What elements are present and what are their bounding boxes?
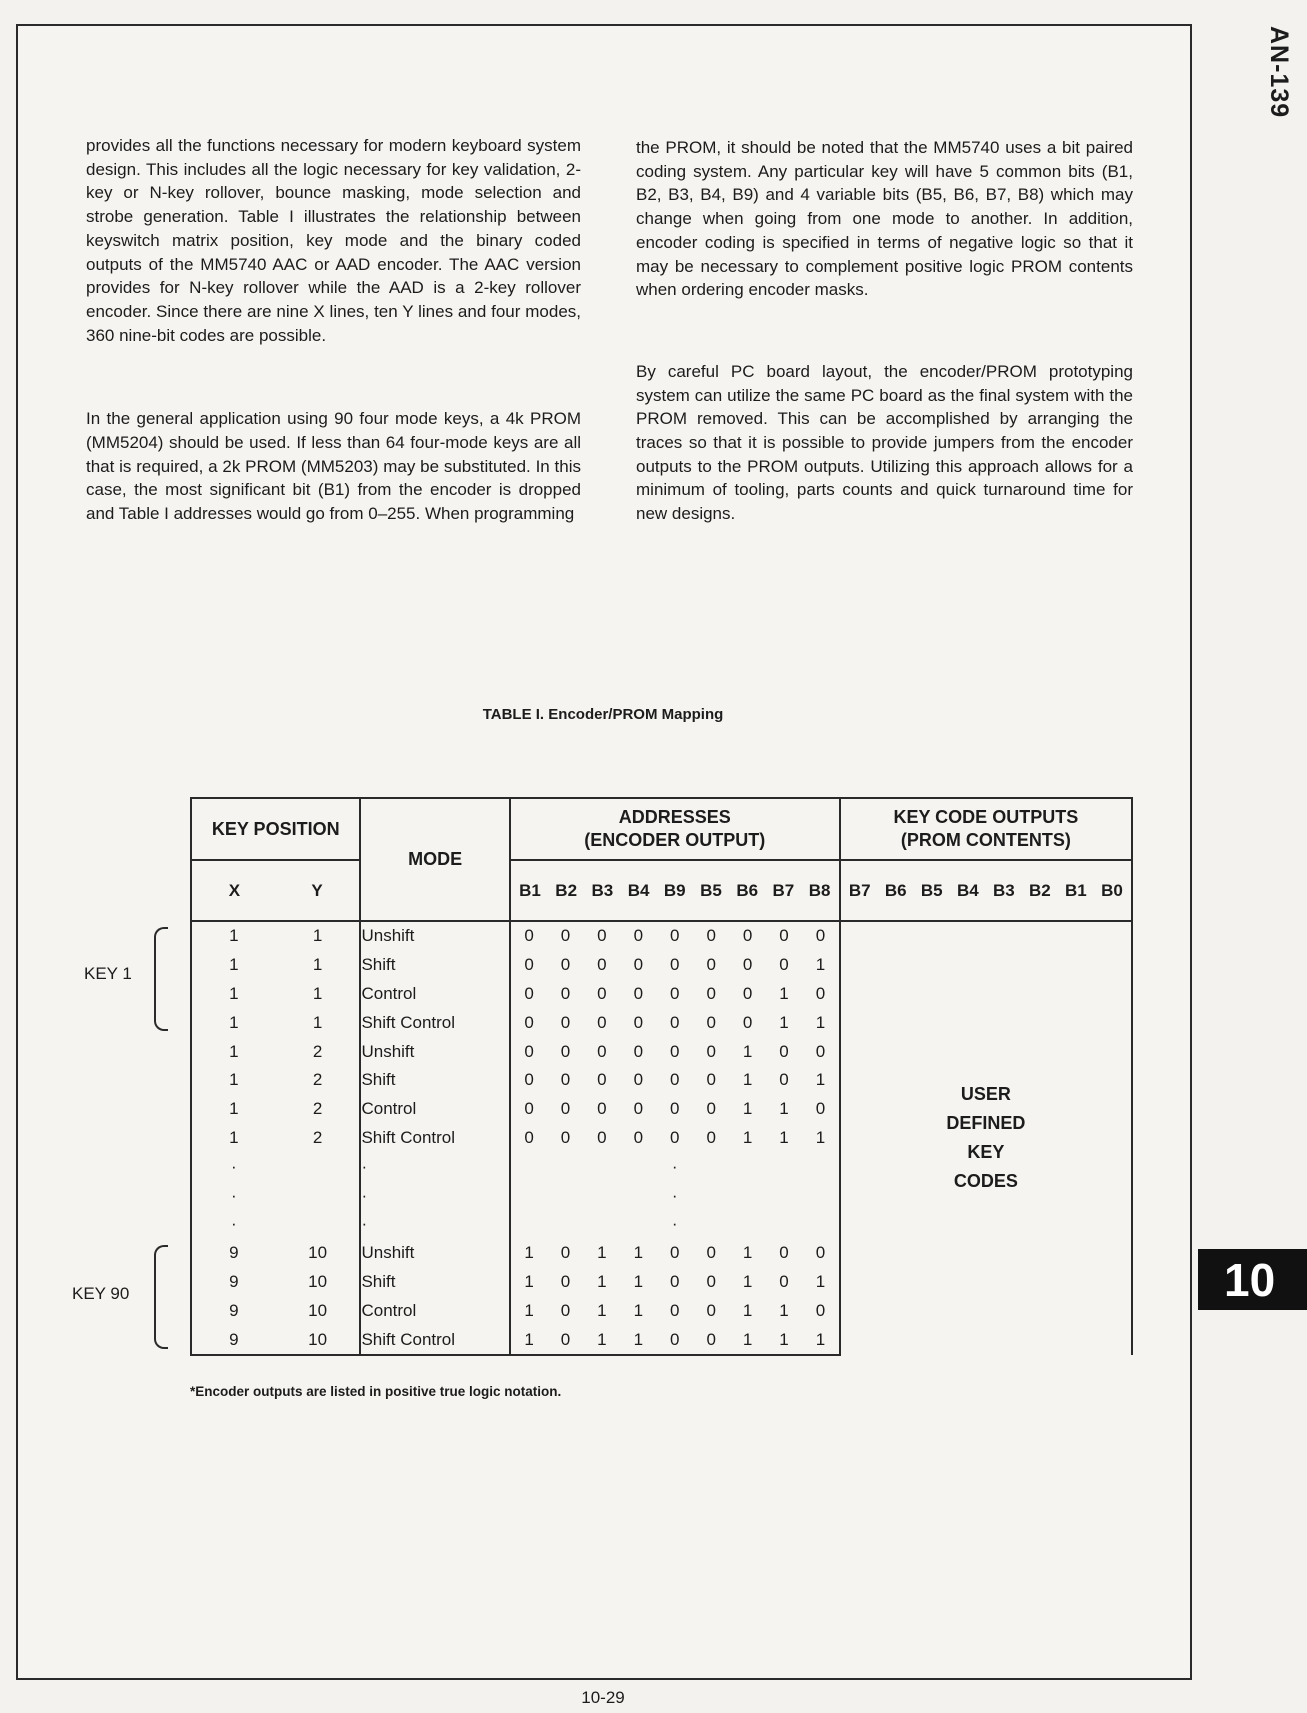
address-bits-cell (510, 980, 840, 1009)
x-value: · (231, 1214, 237, 1234)
address-bit: 1 (633, 1271, 644, 1291)
key-position-cell (191, 1066, 360, 1095)
address-bit: 1 (742, 1099, 753, 1119)
left-column (86, 134, 581, 526)
outputs-header-line1: KEY CODE OUTPUTS (893, 807, 1079, 827)
address-bit: 1 (815, 1070, 826, 1090)
address-bit: 1 (742, 1070, 753, 1090)
user-defined-line: USER (960, 1084, 1011, 1105)
mode-cell: Shift (360, 951, 509, 980)
address-bit (548, 1186, 582, 1206)
address-bit: 0 (779, 926, 789, 946)
mode-cell: Control (360, 1296, 509, 1325)
address-bit: 0 (560, 1271, 571, 1291)
key-position-cell (191, 951, 360, 980)
address-bit: 0 (633, 1041, 644, 1061)
address-bit: 1 (779, 1300, 789, 1320)
address-bit: 0 (670, 1127, 680, 1147)
address-bit: · (671, 1185, 678, 1205)
address-bit: 0 (742, 955, 753, 975)
address-bit: 0 (524, 1099, 534, 1119)
x-value: 1 (229, 955, 239, 975)
paragraph: In the general application using 90 four mode keys, a 4k PROM (MM5204) should be used. If less than 64 four-mode keys are all that is required, a 2k PROM (MM5203) may be substituted. In this case, the most significant bit (B1) from the encoder is dropped and Table I addresses would go from 0–255. When programming (86, 409, 581, 524)
x-value: 1 (229, 1041, 239, 1061)
mode-cell: Control (360, 980, 509, 1009)
address-bit: 0 (560, 1041, 571, 1061)
address-bit: 1 (779, 1329, 789, 1349)
address-bit: 0 (560, 1243, 571, 1263)
address-bit: 0 (560, 955, 571, 975)
address-bit (803, 1214, 837, 1234)
address-bit: 0 (706, 1329, 716, 1349)
address-bit: 0 (524, 1070, 534, 1090)
address-bit: 0 (560, 1012, 571, 1032)
y-value: 1 (312, 926, 323, 946)
address-bit: 0 (597, 1099, 607, 1119)
address-bit: 1 (779, 983, 789, 1003)
bit-header: B7 (772, 881, 795, 900)
address-bit (767, 1186, 801, 1206)
address-bit: 0 (560, 983, 571, 1003)
address-bit: 0 (560, 1300, 571, 1320)
mode-cell: Shift Control (360, 1325, 509, 1355)
x-value: 1 (229, 1127, 239, 1147)
address-bit: 0 (742, 926, 753, 946)
address-bits-cell (510, 1181, 840, 1210)
address-bit: 0 (706, 1099, 716, 1119)
mode-cell: Shift Control (360, 1008, 509, 1037)
address-bit: 0 (706, 926, 716, 946)
y-value: 10 (308, 1329, 328, 1349)
bit-header: B3 (992, 881, 1015, 900)
x-value: 1 (229, 1099, 239, 1119)
address-bit: 1 (597, 1243, 607, 1263)
address-bit: 1 (779, 1099, 789, 1119)
table-footnote: *Encoder outputs are listed in positive true logic notation. (190, 1384, 562, 1399)
address-bit: 0 (706, 1243, 716, 1263)
y-value: 1 (312, 983, 323, 1003)
address-bit: 0 (670, 1271, 680, 1291)
address-bit: 0 (670, 1300, 680, 1320)
bit-header: B2 (1029, 881, 1051, 900)
address-bit: 0 (633, 1099, 644, 1119)
address-bit (621, 1157, 655, 1177)
y-value: 1 (312, 1012, 323, 1032)
mode-cell: Control (360, 1095, 509, 1124)
address-bits-cell (510, 1325, 840, 1355)
table-title: TABLE I. Encoder/PROM Mapping (482, 706, 724, 723)
y-value (276, 1186, 360, 1206)
address-bit: 0 (560, 1329, 571, 1349)
address-bit (767, 1214, 801, 1234)
address-bit: 0 (670, 926, 680, 946)
address-bit: 0 (742, 1012, 753, 1032)
address-bit: 0 (524, 983, 534, 1003)
address-bit (512, 1186, 546, 1206)
user-defined-line: KEY (967, 1142, 1005, 1163)
address-bit: 0 (524, 1041, 534, 1061)
address-bit: 0 (779, 955, 789, 975)
addresses-header (510, 798, 840, 860)
address-bit: 0 (815, 926, 826, 946)
address-bit (585, 1214, 619, 1234)
address-bit: 0 (670, 983, 680, 1003)
address-bit: 0 (524, 955, 534, 975)
address-bits-cell (510, 1239, 840, 1268)
address-bit: 0 (815, 1300, 826, 1320)
address-bits-cell (510, 1037, 840, 1066)
address-bit (512, 1157, 546, 1177)
address-bit: 1 (524, 1329, 534, 1349)
address-bit (731, 1186, 765, 1206)
y-value: 10 (308, 1243, 328, 1263)
key-position-cell (191, 1210, 360, 1239)
address-bit (548, 1157, 582, 1177)
address-bit: · (671, 1156, 678, 1176)
address-bit: 0 (597, 983, 607, 1003)
address-bit: 0 (560, 1070, 571, 1090)
address-bit (767, 1157, 801, 1177)
address-bit: 0 (633, 1012, 644, 1032)
address-bit: 0 (706, 1070, 716, 1090)
paragraph: provides all the functions necessary for modern keyboard system design. This includes all the logic necessary for key validation, 2-key or N-key rollover, bounce masking, mode selection and strobe generation. Table I illustrates the relationship between keyswitch matrix position, key mode and the binary coded outputs of the MM5740 AAC or AAD encoder. The AAC version provides for N-key rollover while the AAD is a 2-key rollover encoder. Since there are nine X lines, ten Y lines and four modes, 360 nine-bit codes are possible. (86, 136, 581, 345)
paragraph: By careful PC board layout, the encoder/PROM prototyping system can utilize the same PC board as the final system with the PROM removed. This can be accomplished by arranging the traces so that it is possible to provide jumpers from the encoder outputs to the PROM outputs. Utilizing this approach allows for a minimum of tooling, parts counts and quick turnaround time for new designs. (636, 361, 1133, 524)
x-value: 9 (229, 1243, 239, 1263)
key1-label: KEY 1 (84, 964, 132, 983)
address-bit: 0 (560, 926, 571, 946)
address-bit: 0 (633, 955, 644, 975)
document-code: AN-139 (1265, 26, 1293, 119)
table-row (191, 921, 1132, 951)
address-bit: 1 (815, 1127, 826, 1147)
bit-header: B6 (736, 881, 759, 900)
address-bit (585, 1186, 619, 1206)
mode-cell: Unshift (360, 1239, 509, 1268)
address-bits-cell (510, 1124, 840, 1153)
address-bits-header (510, 860, 840, 921)
x-value: · (231, 1156, 237, 1176)
address-bit: 1 (779, 1012, 789, 1032)
bit-header: B7 (848, 881, 871, 900)
key-position-cell (191, 1037, 360, 1066)
address-bit: 0 (670, 955, 680, 975)
address-bits-cell (510, 1296, 840, 1325)
address-bits-cell (510, 1008, 840, 1037)
address-bit: 1 (633, 1329, 644, 1349)
address-bit: 1 (815, 1271, 826, 1291)
bit-header: B3 (591, 881, 614, 900)
bit-header: B2 (555, 881, 578, 900)
x-value: · (231, 1185, 237, 1205)
key-position-cell (191, 1268, 360, 1297)
address-bit: 0 (560, 1099, 571, 1119)
address-bit: 1 (524, 1243, 534, 1263)
y-value: 2 (312, 1070, 323, 1090)
bit-header: B1 (519, 881, 541, 900)
bit-header: B8 (808, 881, 831, 900)
address-bit: 0 (524, 1012, 534, 1032)
encoder-prom-mapping-table (190, 797, 1133, 1356)
address-bit: 0 (779, 1243, 789, 1263)
address-bit: 0 (524, 926, 534, 946)
address-bit: 1 (742, 1243, 753, 1263)
addresses-header-line1: ADDRESSES (618, 807, 731, 827)
address-bit (803, 1186, 837, 1206)
mode-header: MODE (360, 798, 509, 921)
address-bit: 0 (779, 1070, 789, 1090)
address-bit: 1 (524, 1271, 534, 1291)
key-position-header: KEY POSITION (191, 798, 360, 860)
bit-header: B0 (1101, 881, 1123, 900)
address-bit (621, 1214, 655, 1234)
address-bit: · (671, 1214, 678, 1234)
section-tab: 10 (1198, 1249, 1307, 1310)
key-position-cell (191, 1095, 360, 1124)
bit-header: B5 (920, 881, 943, 900)
address-bit: 0 (633, 1127, 644, 1147)
address-bit: 0 (706, 1127, 716, 1147)
address-bit: 1 (779, 1127, 789, 1147)
address-bit: 0 (779, 1041, 789, 1061)
y-value: 10 (308, 1271, 328, 1291)
x-value: 1 (229, 1012, 239, 1032)
key-position-cell (191, 921, 360, 951)
address-bit: 1 (742, 1041, 753, 1061)
mode-cell: · (360, 1181, 509, 1210)
address-bit: 0 (670, 1012, 680, 1032)
x-value: 9 (229, 1329, 239, 1349)
address-bit (731, 1214, 765, 1234)
key-position-cell (191, 980, 360, 1009)
address-bit: 0 (815, 983, 826, 1003)
address-bit: 1 (633, 1243, 644, 1263)
bit-header: B4 (627, 881, 650, 900)
address-bits-cell (510, 1066, 840, 1095)
mode-cell: · (360, 1152, 509, 1181)
x-value: 9 (229, 1300, 239, 1320)
bit-header: B1 (1065, 881, 1087, 900)
key-position-cell (191, 1008, 360, 1037)
address-bit: 0 (670, 1070, 680, 1090)
y-value: 1 (312, 955, 323, 975)
address-bit: 1 (815, 1012, 826, 1032)
address-bit: 0 (706, 1300, 716, 1320)
address-bit: 0 (633, 983, 644, 1003)
key90-brace (154, 1245, 168, 1349)
address-bit: 1 (742, 1271, 753, 1291)
address-bit: 0 (815, 1041, 826, 1061)
address-bit: 0 (633, 926, 644, 946)
x-value: 1 (229, 926, 239, 946)
address-bit: 0 (597, 1041, 607, 1061)
address-bit: 0 (633, 1070, 644, 1090)
address-bit: 0 (779, 1271, 789, 1291)
mode-cell: Shift (360, 1268, 509, 1297)
mode-cell: Shift Control (360, 1124, 509, 1153)
paragraph: the PROM, it should be noted that the MM5740 uses a bit paired coding system. Any particular key will have 5 common bits (B1, B2, B3, B4, B9) and 4 variable bits (B5, B6, B7, B8) which may change when going from one mode to another. In addition, encoder coding is specified in terms of negative logic so that it may be necessary to complement positive logic PROM contents when ordering encoder masks. (636, 138, 1133, 300)
key90-label: KEY 90 (72, 1284, 130, 1303)
address-bits-cell (510, 921, 840, 951)
page-number: 10-29 (581, 1688, 625, 1707)
xy-header (191, 860, 360, 921)
key-position-cell (191, 1325, 360, 1355)
key-position-cell (191, 1124, 360, 1153)
address-bit: 1 (815, 1329, 826, 1349)
address-bit: 0 (670, 1041, 680, 1061)
y-header: Y (311, 881, 323, 900)
address-bit: 1 (815, 955, 826, 975)
y-value (276, 1214, 360, 1234)
address-bits-cell (510, 1152, 840, 1181)
address-bit (803, 1157, 837, 1177)
bit-header: B4 (956, 881, 979, 900)
bit-header: B6 (884, 881, 907, 900)
address-bit (731, 1157, 765, 1177)
address-bit: 0 (670, 1099, 680, 1119)
mode-cell: Unshift (360, 1037, 509, 1066)
bit-header: B9 (663, 881, 686, 900)
address-bits-cell (510, 1268, 840, 1297)
address-bit (694, 1157, 728, 1177)
x-value: 1 (229, 983, 239, 1003)
mode-cell: Shift (360, 1066, 509, 1095)
address-bit: 0 (597, 1127, 607, 1147)
address-bit: 0 (706, 983, 716, 1003)
address-bit: 0 (560, 1127, 571, 1147)
address-bit: 0 (597, 926, 607, 946)
address-bit: 1 (524, 1300, 534, 1320)
address-bit (548, 1214, 582, 1234)
bit-header: B5 (700, 881, 722, 900)
address-bit (621, 1186, 655, 1206)
address-bit: 1 (742, 1127, 753, 1147)
key-position-cell (191, 1181, 360, 1210)
address-bit (694, 1186, 728, 1206)
address-bit: 0 (706, 955, 716, 975)
address-bit: 0 (597, 955, 607, 975)
address-bit: 1 (742, 1300, 753, 1320)
address-bit: 1 (597, 1300, 607, 1320)
outputs-header (840, 798, 1132, 860)
x-value: 1 (229, 1070, 239, 1090)
address-bit: 1 (597, 1329, 607, 1349)
outputs-header-line2: (PROM CONTENTS) (900, 830, 1071, 850)
key-position-cell (191, 1296, 360, 1325)
address-bit: 0 (706, 1041, 716, 1061)
address-bit: 1 (742, 1329, 753, 1349)
x-header: X (228, 881, 241, 900)
y-value: 2 (312, 1099, 323, 1119)
address-bits-cell (510, 1095, 840, 1124)
address-bit: 1 (633, 1300, 644, 1320)
user-defined-codes-cell (840, 921, 1132, 1355)
y-value (276, 1157, 360, 1177)
user-defined-line: CODES (953, 1171, 1018, 1192)
address-bit: 0 (706, 1012, 716, 1032)
address-bit: 1 (597, 1271, 607, 1291)
address-bit: 0 (815, 1243, 826, 1263)
address-bit (585, 1157, 619, 1177)
right-column (636, 136, 1133, 526)
y-value: 2 (312, 1041, 323, 1061)
address-bit (512, 1214, 546, 1234)
key-position-cell (191, 1152, 360, 1181)
address-bit: 0 (670, 1329, 680, 1349)
address-bit: 0 (524, 1127, 534, 1147)
addresses-header-line2: (ENCODER OUTPUT) (584, 830, 766, 850)
y-value: 10 (308, 1300, 328, 1320)
address-bit: 0 (815, 1099, 826, 1119)
mode-cell: · (360, 1210, 509, 1239)
y-value: 2 (312, 1127, 323, 1147)
address-bit: 0 (706, 1271, 716, 1291)
address-bits-cell (510, 951, 840, 980)
key-position-cell (191, 1239, 360, 1268)
x-value: 9 (229, 1271, 239, 1291)
address-bit: 0 (597, 1070, 607, 1090)
address-bit: 0 (597, 1012, 607, 1032)
key1-brace (154, 927, 168, 1031)
address-bit (694, 1214, 728, 1234)
address-bit: 0 (742, 983, 753, 1003)
mode-cell: Unshift (360, 921, 509, 951)
output-bits-header (840, 860, 1132, 921)
user-defined-line: DEFINED (946, 1113, 1026, 1134)
address-bit: 0 (670, 1243, 680, 1263)
address-bits-cell (510, 1210, 840, 1239)
